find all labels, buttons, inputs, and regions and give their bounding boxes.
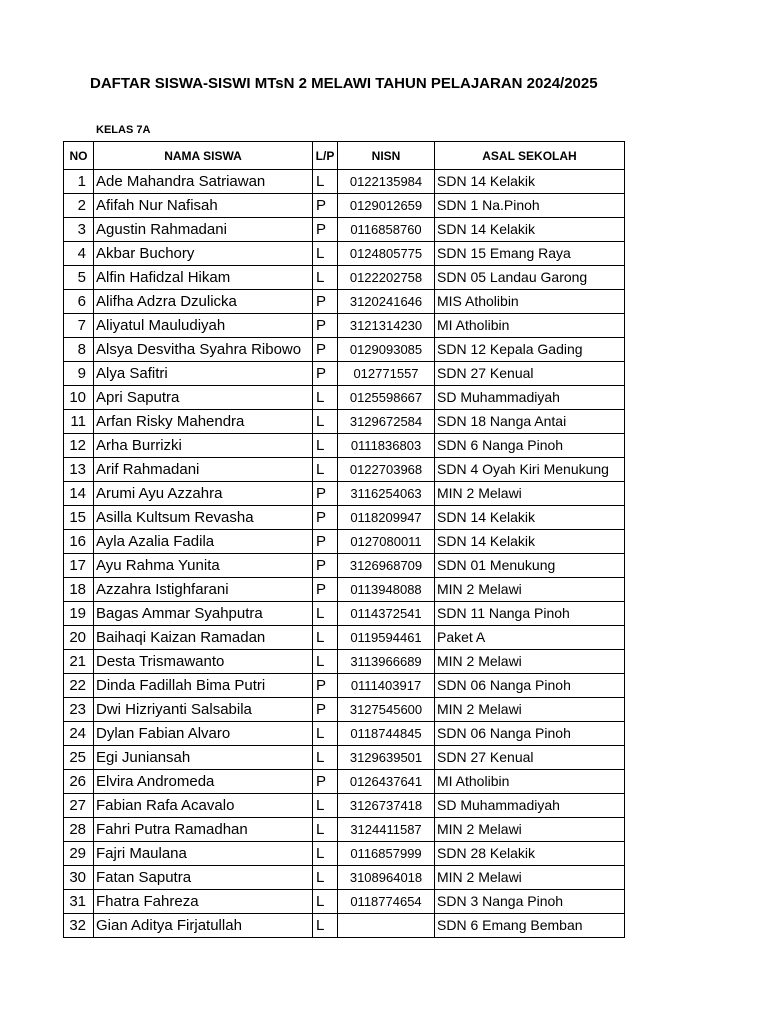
cell-gender: L [313,650,338,674]
table-row [64,170,625,194]
table-row [64,746,625,770]
cell-name: Azzahra Istighfarani [94,578,313,602]
cell-no: 20 [64,626,94,650]
cell-name: Agustin Rahmadani [94,218,313,242]
cell-nisn: 3121314230 [338,314,435,338]
table-row [64,530,625,554]
table-row [64,866,625,890]
cell-school: MIN 2 Melawi [435,578,625,602]
cell-no: 1 [64,170,94,194]
cell-nisn: 0125598667 [338,386,435,410]
cell-name: Alsya Desvitha Syahra Ribowo [94,338,313,362]
cell-name: Akbar Buchory [94,242,313,266]
cell-school: MIN 2 Melawi [435,818,625,842]
cell-school: SDN 14 Kelakik [435,530,625,554]
cell-school: SDN 28 Kelakik [435,842,625,866]
cell-nisn [338,914,435,938]
student-table [63,141,625,938]
cell-name: Arif Rahmadani [94,458,313,482]
cell-school: SDN 06 Nanga Pinoh [435,674,625,698]
cell-gender: L [313,242,338,266]
cell-nisn: 0122703968 [338,458,435,482]
cell-name: Baihaqi Kaizan Ramadan [94,626,313,650]
cell-gender: P [313,674,338,698]
cell-school: SDN 1 Na.Pinoh [435,194,625,218]
cell-no: 26 [64,770,94,794]
cell-no: 10 [64,386,94,410]
cell-nisn: 0118209947 [338,506,435,530]
cell-no: 28 [64,818,94,842]
cell-nisn: 0116857999 [338,842,435,866]
cell-no: 32 [64,914,94,938]
cell-gender: L [313,170,338,194]
cell-name: Fajri Maulana [94,842,313,866]
cell-name: Arumi Ayu Azzahra [94,482,313,506]
cell-no: 31 [64,890,94,914]
cell-no: 19 [64,602,94,626]
cell-nisn: 0119594461 [338,626,435,650]
cell-gender: L [313,434,338,458]
cell-nisn: 0111836803 [338,434,435,458]
cell-nisn: 0118744845 [338,722,435,746]
table-row [64,602,625,626]
cell-gender: L [313,458,338,482]
cell-gender: P [313,314,338,338]
table-row [64,722,625,746]
cell-school: MI Atholibin [435,314,625,338]
cell-no: 6 [64,290,94,314]
cell-name: Fhatra Fahreza [94,890,313,914]
cell-nisn: 3108964018 [338,866,435,890]
cell-gender: P [313,530,338,554]
table-row [64,506,625,530]
table-row [64,338,625,362]
cell-nisn: 0118774654 [338,890,435,914]
cell-gender: L [313,818,338,842]
header-school: ASAL SEKOLAH [435,142,625,170]
cell-school: MI Atholibin [435,770,625,794]
cell-no: 11 [64,410,94,434]
cell-no: 21 [64,650,94,674]
document-title: DAFTAR SISWA-SISWI MTsN 2 MELAWI TAHUN PELAJARAN 2024/2025 [90,75,598,92]
cell-nisn: 3124411587 [338,818,435,842]
cell-gender: L [313,890,338,914]
cell-school: SDN 12 Kepala Gading [435,338,625,362]
cell-nisn: 3116254063 [338,482,435,506]
cell-school: SDN 14 Kelakik [435,170,625,194]
table-row [64,386,625,410]
cell-gender: L [313,602,338,626]
cell-name: Fatan Saputra [94,866,313,890]
cell-school: SDN 27 Kenual [435,362,625,386]
cell-nisn: 3129639501 [338,746,435,770]
cell-no: 4 [64,242,94,266]
cell-no: 24 [64,722,94,746]
class-label: KELAS 7A [96,124,151,136]
cell-no: 15 [64,506,94,530]
cell-nisn: 3120241646 [338,290,435,314]
cell-name: Fabian Rafa Acavalo [94,794,313,818]
cell-name: Asilla Kultsum Revasha [94,506,313,530]
table-row [64,482,625,506]
table-row [64,674,625,698]
table-row [64,314,625,338]
cell-nisn: 0127080011 [338,530,435,554]
cell-gender: L [313,794,338,818]
cell-no: 13 [64,458,94,482]
cell-gender: P [313,194,338,218]
cell-nisn: 012771557 [338,362,435,386]
cell-name: Arfan Risky Mahendra [94,410,313,434]
cell-school: MIN 2 Melawi [435,482,625,506]
table-row [64,194,625,218]
cell-name: Ade Mahandra Satriawan [94,170,313,194]
cell-gender: L [313,842,338,866]
cell-school: MIS Atholibin [435,290,625,314]
cell-nisn: 0126437641 [338,770,435,794]
cell-nisn: 0122202758 [338,266,435,290]
cell-no: 7 [64,314,94,338]
table-row [64,650,625,674]
cell-school: SDN 14 Kelakik [435,218,625,242]
cell-name: Dwi Hizriyanti Salsabila [94,698,313,722]
cell-name: Alya Safitri [94,362,313,386]
cell-name: Alifha Adzra Dzulicka [94,290,313,314]
header-no: NO [64,142,94,170]
cell-gender: L [313,914,338,938]
table-row [64,818,625,842]
cell-gender: L [313,746,338,770]
cell-no: 23 [64,698,94,722]
cell-no: 14 [64,482,94,506]
table-row [64,434,625,458]
table-row [64,266,625,290]
cell-nisn: 0129012659 [338,194,435,218]
table-row [64,698,625,722]
cell-name: Gian Aditya Firjatullah [94,914,313,938]
student-rows [64,170,625,938]
cell-name: Ayla Azalia Fadila [94,530,313,554]
cell-name: Dylan Fabian Alvaro [94,722,313,746]
cell-name: Fahri Putra Ramadhan [94,818,313,842]
header-lp: L/P [313,142,338,170]
cell-no: 17 [64,554,94,578]
cell-name: Ayu Rahma Yunita [94,554,313,578]
table-row [64,362,625,386]
cell-name: Alfin Hafidzal Hikam [94,266,313,290]
table-row [64,794,625,818]
cell-no: 2 [64,194,94,218]
table-row [64,770,625,794]
cell-nisn: 0111403917 [338,674,435,698]
cell-school: SD Muhammadiyah [435,386,625,410]
cell-gender: P [313,362,338,386]
cell-gender: P [313,770,338,794]
cell-school: SDN 4 Oyah Kiri Menukung [435,458,625,482]
cell-gender: P [313,218,338,242]
table-header-row [64,142,625,170]
cell-no: 27 [64,794,94,818]
cell-school: Paket A [435,626,625,650]
cell-school: MIN 2 Melawi [435,650,625,674]
cell-school: SDN 11 Nanga Pinoh [435,602,625,626]
cell-gender: P [313,506,338,530]
cell-name: Apri Saputra [94,386,313,410]
cell-no: 30 [64,866,94,890]
cell-name: Egi Juniansah [94,746,313,770]
cell-name: Bagas Ammar Syahputra [94,602,313,626]
cell-school: SDN 18 Nanga Antai [435,410,625,434]
cell-name: Arha Burrizki [94,434,313,458]
cell-nisn: 3126968709 [338,554,435,578]
cell-nisn: 3126737418 [338,794,435,818]
table-row [64,626,625,650]
cell-nisn: 0116858760 [338,218,435,242]
cell-name: Elvira Andromeda [94,770,313,794]
cell-school: MIN 2 Melawi [435,698,625,722]
cell-nisn: 3127545600 [338,698,435,722]
cell-nisn: 0124805775 [338,242,435,266]
table-row [64,578,625,602]
cell-no: 9 [64,362,94,386]
cell-name: Desta Trismawanto [94,650,313,674]
cell-school: SDN 27 Kenual [435,746,625,770]
table-row [64,890,625,914]
cell-no: 18 [64,578,94,602]
cell-no: 3 [64,218,94,242]
cell-nisn: 3113966689 [338,650,435,674]
cell-nisn: 0114372541 [338,602,435,626]
table-row [64,242,625,266]
header-nisn: NISN [338,142,435,170]
cell-no: 8 [64,338,94,362]
table-row [64,914,625,938]
cell-nisn: 0122135984 [338,170,435,194]
cell-nisn: 0113948088 [338,578,435,602]
table-row [64,554,625,578]
cell-gender: P [313,482,338,506]
cell-gender: L [313,410,338,434]
cell-gender: P [313,698,338,722]
cell-gender: L [313,722,338,746]
table-row [64,290,625,314]
cell-no: 5 [64,266,94,290]
cell-name: Dinda Fadillah Bima Putri [94,674,313,698]
cell-school: SDN 15 Emang Raya [435,242,625,266]
cell-school: SDN 6 Nanga Pinoh [435,434,625,458]
table-row [64,842,625,866]
cell-school: SDN 06 Nanga Pinoh [435,722,625,746]
table-row [64,218,625,242]
cell-gender: P [313,578,338,602]
header-name: NAMA SISWA [94,142,313,170]
cell-no: 22 [64,674,94,698]
cell-school: MIN 2 Melawi [435,866,625,890]
cell-gender: L [313,386,338,410]
cell-name: Aliyatul Mauludiyah [94,314,313,338]
cell-no: 16 [64,530,94,554]
cell-school: SDN 14 Kelakik [435,506,625,530]
cell-school: SDN 6 Emang Bemban [435,914,625,938]
cell-school: SD Muhammadiyah [435,794,625,818]
cell-gender: P [313,290,338,314]
cell-gender: L [313,626,338,650]
cell-gender: P [313,338,338,362]
table-row [64,458,625,482]
table-row [64,410,625,434]
cell-no: 29 [64,842,94,866]
cell-nisn: 0129093085 [338,338,435,362]
cell-gender: P [313,554,338,578]
cell-gender: L [313,266,338,290]
cell-school: SDN 01 Menukung [435,554,625,578]
cell-name: Afifah Nur Nafisah [94,194,313,218]
cell-nisn: 3129672584 [338,410,435,434]
cell-gender: L [313,866,338,890]
cell-school: SDN 3 Nanga Pinoh [435,890,625,914]
cell-no: 12 [64,434,94,458]
cell-no: 25 [64,746,94,770]
cell-school: SDN 05 Landau Garong [435,266,625,290]
